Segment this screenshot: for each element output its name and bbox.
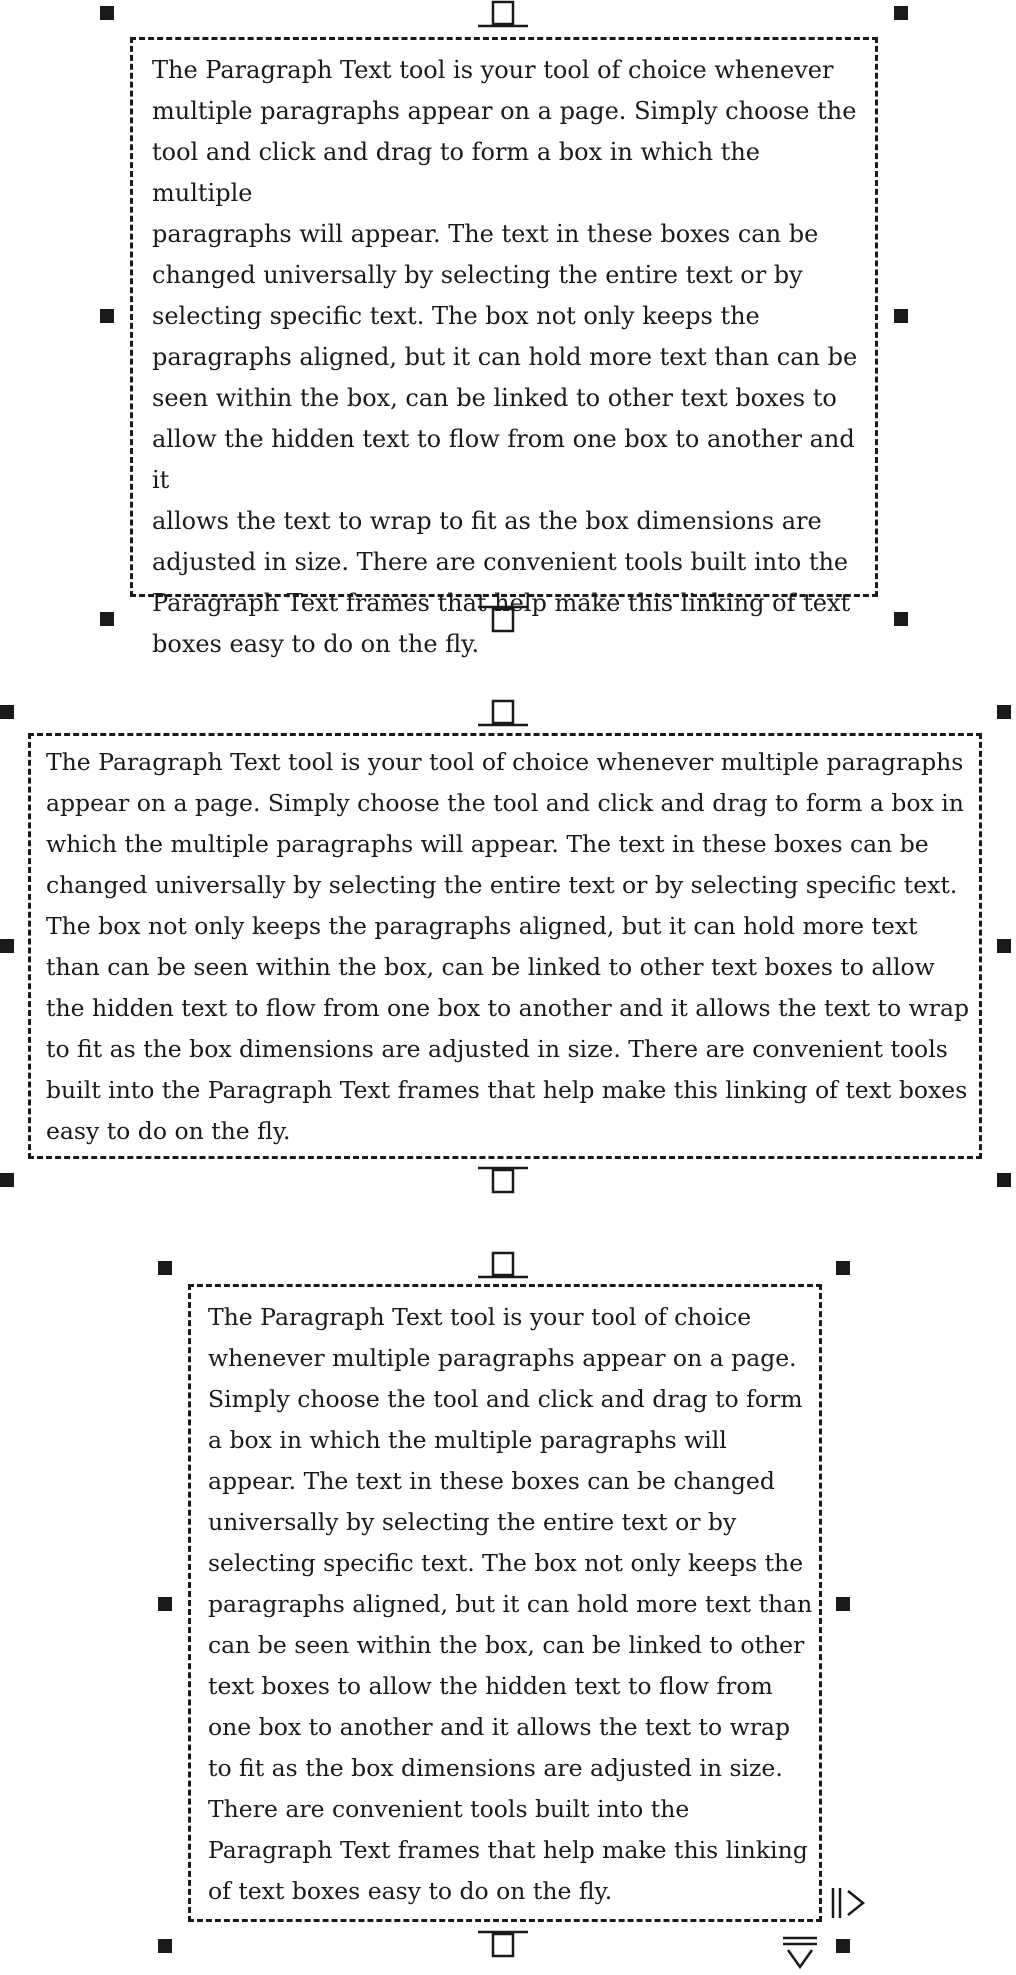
resize-handle-middle-right[interactable] [836,1597,850,1611]
resize-handle-bottom-left[interactable] [158,1939,172,1953]
resize-handle-bottom-left[interactable] [100,612,114,626]
flow-tab-bottom-icon[interactable] [478,603,528,633]
frame-text[interactable]: The Paragraph Text tool is your tool of choice whenever multiple paragraphs appear on a page. Simply choose the tool and click and drag to form a box in which the multiple paragraphs will appear. The text in these boxes can be changed universally by selecting the entire text or by selecting specific text. The box not only keeps the paragraphs aligned, but it can hold more text than can be seen within the box, can be linked to other text boxes to allow the hidden text to flow from one box to another and it allows the text to wrap to fit as the box dimensions are adjusted in size. There are convenient tools built into the Paragraph Text frames that help make this linking of text boxes easy to do on the fly. [46,748,970,1145]
flow-tab-bottom-icon[interactable] [478,1928,528,1958]
vertical-resize-arrow-icon[interactable] [780,1935,820,1971]
frame-text[interactable]: The Paragraph Text tool is your tool of choice whenever multiple paragraphs appear on a page. Simply choose the tool and click and drag to form a box in which the multiple paragraphs will appear. The text in these boxes can be changed universally by selecting the entire text or by selecting specific text. The box not only keeps the paragraphs aligned, but it can hold more text than can be seen within the box, can be linked to other text boxes to allow the hidden text to flow from one box to another and it allows the text to wrap to fit as the box dimensions are adjusted in size. There are convenient tools built into the Paragraph Text frames that help make this linking of text boxes easy to do on the fly. [152,56,858,658]
resize-handle-top-right[interactable] [836,1261,850,1275]
resize-handle-bottom-right[interactable] [997,1173,1011,1187]
flow-tab-bottom-icon[interactable] [478,1164,528,1194]
resize-handle-top-left[interactable] [158,1261,172,1275]
resize-handle-middle-left[interactable] [0,939,14,953]
frame-text[interactable]: The Paragraph Text tool is your tool of choice whenever multiple paragraphs appear on a page. Simply choose the tool and click and drag to form a box in which the multiple paragraphs will appear. The text in these boxes can be changed universally by selecting the entire text or by selecting specific text. The box not only keeps the paragraphs aligned, but it can hold more text than can be seen within the box, can be linked to other text boxes to allow the hidden text to flow from one box to another and it allows the text to wrap to fit as the box dimensions are adjusted in size. There are convenient tools built into the Paragraph Text frames that help make this linking of text boxes easy to do on the fly. [208,1303,813,1905]
resize-handle-top-left[interactable] [0,705,14,719]
flow-tab-top-icon[interactable] [478,1251,528,1281]
resize-handle-top-right[interactable] [997,705,1011,719]
flow-tab-top-icon[interactable] [478,0,528,30]
horizontal-resize-arrow-icon[interactable] [830,1885,870,1921]
resize-handle-top-left[interactable] [100,6,114,20]
resize-handle-bottom-left[interactable] [0,1173,14,1187]
flow-tab-top-icon[interactable] [478,699,528,729]
resize-handle-middle-right[interactable] [894,309,908,323]
resize-handle-middle-left[interactable] [100,309,114,323]
resize-handle-middle-left[interactable] [158,1597,172,1611]
resize-handle-bottom-right[interactable] [836,1939,850,1953]
resize-handle-top-right[interactable] [894,6,908,20]
resize-handle-bottom-right[interactable] [894,612,908,626]
resize-handle-middle-right[interactable] [997,939,1011,953]
